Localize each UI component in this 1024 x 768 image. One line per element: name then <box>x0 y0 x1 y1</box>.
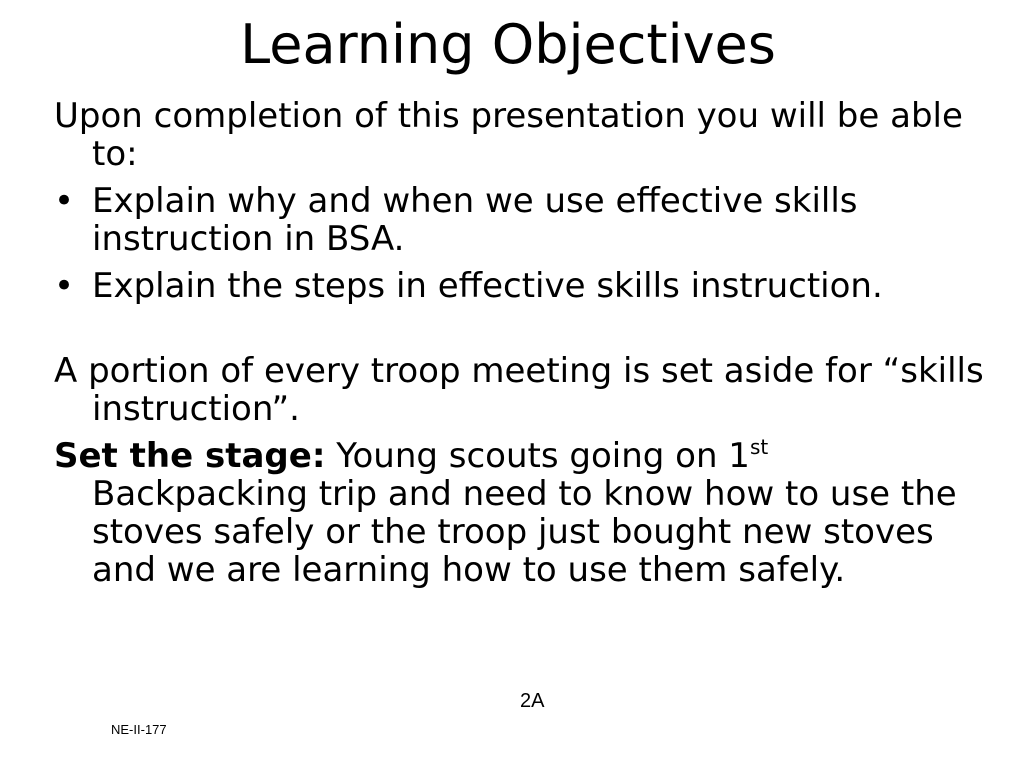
bullet-dot: • <box>54 181 75 221</box>
bullet-text: Explain why and when we use effective skills instruction in BSA. <box>92 181 858 259</box>
slide-title: Learning Objectives <box>240 13 776 76</box>
bullet-dot: • <box>54 266 75 306</box>
stage-text-end: Backpacking trip and need to know how to use the stoves safely or the troop just bought new stoves and we are learning how to use them safely. <box>92 474 957 590</box>
stage-paragraph <box>54 437 984 589</box>
stage-label: Set the stage: <box>54 436 326 476</box>
page-number: 2A <box>520 690 545 712</box>
intro-paragraph: Upon completion of this presentation you will be able to: <box>54 96 963 174</box>
bullet-item <box>54 182 984 258</box>
portion-paragraph: A portion of every troop meeting is set aside for “skills instruction”. <box>54 351 984 429</box>
stage-text-start: Young scouts going on 1 <box>325 436 750 476</box>
bullet-item <box>54 267 984 305</box>
slide-body <box>54 97 984 598</box>
spacer <box>54 314 984 352</box>
footer-code: NE-II-177 <box>111 722 167 737</box>
bullet-text: Explain the steps in effective skills instruction. <box>92 266 883 306</box>
ordinal-superscript: st <box>749 435 769 459</box>
